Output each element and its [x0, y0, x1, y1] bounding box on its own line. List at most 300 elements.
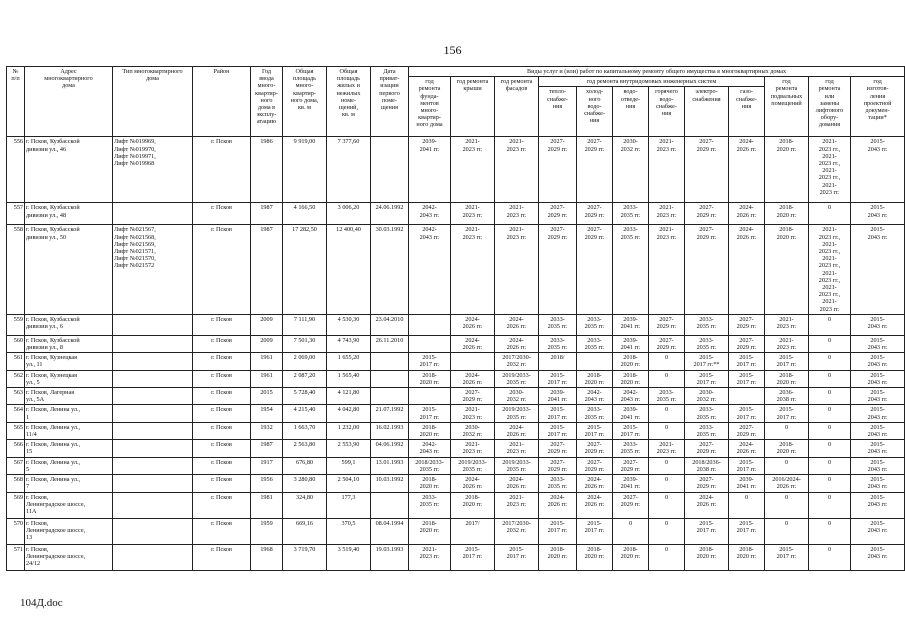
foundation-cell: 2021- 2023 гг.: [409, 544, 451, 570]
privatization-date-cell: 04.06.1992: [371, 440, 409, 457]
electricity-cell: 2027- 2029 гг.: [685, 203, 729, 225]
row-number: 561: [7, 353, 25, 370]
header-heat: тепло- снабже- ния: [539, 87, 577, 137]
drainage-cell: 2039- 2041 гг.: [613, 405, 649, 422]
cold-water-cell: 2027- 2029 гг.: [577, 457, 613, 474]
roof-cell: 2024- 2026 гг.: [451, 314, 495, 335]
living-area-cell: 12 400,40: [327, 225, 371, 314]
row-number: 562: [7, 370, 25, 387]
basement-cell: 2015- 2017 гг.: [765, 405, 809, 422]
total-area-cell: 1 663,70: [283, 422, 327, 439]
address-cell: г. Псков, Кузнецкая ул., 5: [25, 370, 113, 387]
header-roof: год ремонта крыши: [451, 77, 495, 137]
drainage-cell: 2030- 2032 гг.: [613, 137, 649, 203]
living-area-cell: 1 565,40: [327, 370, 371, 387]
heat-cell: 2015- 2017 гг.: [539, 370, 577, 387]
house-type-cell: [113, 203, 193, 225]
roof-cell: 2030- 2032 гг.: [451, 422, 495, 439]
basement-cell: 2016/2024- 2026 гг.: [765, 475, 809, 492]
basement-cell: 2021- 2023 гг.: [765, 335, 809, 352]
privatization-date-cell: 10.03.1992: [371, 475, 409, 492]
cold-water-cell: 2018- 2020 гг.: [577, 544, 613, 570]
docs-cell: 2015- 2043 гг.: [851, 335, 905, 352]
cold-water-cell: 2027- 2029 гг.: [577, 225, 613, 314]
address-cell: г. Псков, Кузнецкая ул., 11: [25, 353, 113, 370]
drainage-cell: 2018- 2020 гг.: [613, 544, 649, 570]
cold-water-cell: 2018- 2020 гг.: [577, 370, 613, 387]
roof-cell: 2024- 2026 гг.: [451, 335, 495, 352]
header-year: Год ввода много- квартир- ного дома в эксплу- атацию: [251, 67, 283, 137]
house-type-cell: [113, 518, 193, 544]
district-cell: г. Псков: [193, 314, 251, 335]
district-cell: г. Псков: [193, 353, 251, 370]
privatization-date-cell: 13.01.1993: [371, 457, 409, 474]
basement-cell: 2021- 2023 гг.: [765, 314, 809, 335]
facade-cell: 2017/2030- 2032 гг.: [495, 353, 539, 370]
year-cell: 1954: [251, 405, 283, 422]
basement-cell: 2018- 2020 гг.: [765, 440, 809, 457]
foundation-cell: 2042- 2043 гг.: [409, 225, 451, 314]
docs-cell: 2015- 2043 гг.: [851, 518, 905, 544]
address-cell: г. Псков, Кузбасской дивизии ул., 46: [25, 137, 113, 203]
year-cell: 1987: [251, 203, 283, 225]
roof-cell: 2021- 2023 гг.: [451, 405, 495, 422]
house-type-cell: [113, 544, 193, 570]
roof-cell: [451, 353, 495, 370]
house-type-cell: [113, 475, 193, 492]
lift-cell: 0: [809, 335, 851, 352]
house-type-cell: [113, 440, 193, 457]
row-number: 570: [7, 518, 25, 544]
electricity-cell: 2033- 2035 гг.: [685, 405, 729, 422]
privatization-date-cell: 24.06.1992: [371, 203, 409, 225]
hot-water-cell: 2021- 2023 гг.: [649, 440, 685, 457]
district-cell: г. Псков: [193, 492, 251, 518]
electricity-cell: 2030- 2032 гг.: [685, 388, 729, 405]
table-row: [7, 335, 905, 352]
hot-water-cell: 2027- 2029 гг.: [649, 314, 685, 335]
basement-cell: 2015- 2017 гг.: [765, 353, 809, 370]
gas-cell: 2027- 2029 гг.: [729, 422, 765, 439]
basement-cell: 0: [765, 457, 809, 474]
facade-cell: 2021- 2023 гг.: [495, 440, 539, 457]
living-area-cell: 1 232,00: [327, 422, 371, 439]
roof-cell: 2021- 2023 гг.: [451, 440, 495, 457]
district-cell: г. Псков: [193, 475, 251, 492]
heat-cell: 2027- 2029 гг.: [539, 440, 577, 457]
district-cell: г. Псков: [193, 405, 251, 422]
address-cell: г. Псков, Ленина ул., 5: [25, 457, 113, 474]
foundation-cell: 2015- 2017 гг.: [409, 353, 451, 370]
electricity-cell: 2027- 2029 гг.: [685, 440, 729, 457]
drainage-cell: 0: [613, 518, 649, 544]
roof-cell: 2017/: [451, 518, 495, 544]
living-area-cell: 7 377,60: [327, 137, 371, 203]
roof-cell: 2021- 2023 гг.: [451, 225, 495, 314]
roof-cell: 2027- 2029 гг.: [451, 388, 495, 405]
year-cell: 1986: [251, 137, 283, 203]
total-area-cell: 3 719,70: [283, 544, 327, 570]
address-cell: г. Псков, Ленинградское шоссе, 13: [25, 518, 113, 544]
table-row: [7, 457, 905, 474]
cold-water-cell: [577, 353, 613, 370]
table-row: [7, 405, 905, 422]
electricity-cell: 2015- 2017 гг.: [685, 518, 729, 544]
address-cell: г. Псков, Кузбасской дивизии ул., 8: [25, 335, 113, 352]
table-row: [7, 388, 905, 405]
heat-cell: 2015- 2017 гг.: [539, 422, 577, 439]
house-type-cell: Лифт №021567, Лифт №021568, Лифт №021569, Лифт №021571, Лифт №021570, Лифт №021572: [113, 225, 193, 314]
lift-cell: 0: [809, 353, 851, 370]
house-type-cell: [113, 405, 193, 422]
basement-cell: 2018- 2020 гг.: [765, 203, 809, 225]
hot-water-cell: 0: [649, 353, 685, 370]
house-type-cell: Лифт №019969, Лифт №019970, Лифт №019971, Лифт №019968: [113, 137, 193, 203]
living-area-cell: 4 530,30: [327, 314, 371, 335]
house-type-cell: [113, 492, 193, 518]
row-number: 569: [7, 492, 25, 518]
privatization-date-cell: 23.04.2010: [371, 314, 409, 335]
address-cell: г. Псков, Кузбасской дивизии ул., 48: [25, 203, 113, 225]
cold-water-cell: 2024- 2026 гг.: [577, 492, 613, 518]
facade-cell: 2030- 2032 гг.: [495, 388, 539, 405]
gas-cell: 2015- 2017 гг.: [729, 353, 765, 370]
year-cell: 2015: [251, 388, 283, 405]
table-row: [7, 440, 905, 457]
docs-cell: 2015- 2043 гг.: [851, 370, 905, 387]
total-area-cell: 2 069,00: [283, 353, 327, 370]
year-cell: 1932: [251, 422, 283, 439]
foundation-cell: 2033- 2035 гг.: [409, 492, 451, 518]
table-header: [7, 67, 905, 137]
header-living-area: Общая площадь жилых и нежилых номе- щений, кв. м: [327, 67, 371, 137]
roof-cell: 2024- 2026 гг.: [451, 475, 495, 492]
privatization-date-cell: 26.11.2010: [371, 335, 409, 352]
privatization-date-cell: [371, 370, 409, 387]
year-cell: 1961: [251, 370, 283, 387]
drainage-cell: 2039- 2041 гг.: [613, 475, 649, 492]
gas-cell: 2024- 2026 гг.: [729, 440, 765, 457]
heat-cell: 2027- 2029 гг.: [539, 137, 577, 203]
living-area-cell: 1 655,20: [327, 353, 371, 370]
address-cell: г. Псков, Ленина ул., 7: [25, 475, 113, 492]
cold-water-cell: 2027- 2029 гг.: [577, 440, 613, 457]
basement-cell: 2018- 2020 гг.: [765, 370, 809, 387]
facade-cell: 2024- 2026 гг.: [495, 335, 539, 352]
foundation-cell: [409, 314, 451, 335]
total-area-cell: 17 282,50: [283, 225, 327, 314]
privatization-date-cell: [371, 137, 409, 203]
cold-water-cell: 2015- 2017 гг.: [577, 422, 613, 439]
hot-water-cell: 0: [649, 518, 685, 544]
hot-water-cell: 2021- 2023 гг.: [649, 137, 685, 203]
electricity-cell: 2033- 2035 гг.: [685, 335, 729, 352]
drainage-cell: 2033- 2035 гг.: [613, 440, 649, 457]
facade-cell: 2021- 2023 гг.: [495, 492, 539, 518]
lift-cell: 0: [809, 492, 851, 518]
district-cell: г. Псков: [193, 440, 251, 457]
gas-cell: 2015- 2017 гг.: [729, 457, 765, 474]
facade-cell: 2017/2030- 2032 гг.: [495, 518, 539, 544]
living-area-cell: 2 504,10: [327, 475, 371, 492]
total-area-cell: 3 280,80: [283, 475, 327, 492]
year-cell: 2009: [251, 335, 283, 352]
hot-water-cell: 0: [649, 457, 685, 474]
address-cell: г. Псков, Кузбасской дивизии ул., 6: [25, 314, 113, 335]
heat-cell: 2018/: [539, 353, 577, 370]
docs-cell: 2015- 2043 гг.: [851, 314, 905, 335]
total-area-cell: 669,16: [283, 518, 327, 544]
total-area-cell: 7 501,30: [283, 335, 327, 352]
header-facade: год ремонта фасадов: [495, 77, 539, 137]
gas-cell: 2015- 2017 гг.: [729, 518, 765, 544]
year-cell: 1961: [251, 353, 283, 370]
basement-cell: 0: [765, 492, 809, 518]
year-cell: 1987: [251, 440, 283, 457]
year-cell: 1956: [251, 475, 283, 492]
total-area-cell: 2 087,20: [283, 370, 327, 387]
heat-cell: 2039- 2041 гг.: [539, 388, 577, 405]
foundation-cell: 2042- 2043 гг.: [409, 440, 451, 457]
living-area-cell: 4 042,80: [327, 405, 371, 422]
header-systems-group: год ремонта внутридомовых инженерных систем: [539, 77, 765, 87]
row-number: 567: [7, 457, 25, 474]
total-area-cell: 324,80: [283, 492, 327, 518]
header-gas: газо- снабже- ния: [729, 87, 765, 137]
house-type-cell: [113, 370, 193, 387]
table-body: [7, 137, 905, 570]
facade-cell: 2024- 2026 гг.: [495, 422, 539, 439]
lift-cell: 0: [809, 544, 851, 570]
docs-cell: 2015- 2043 гг.: [851, 544, 905, 570]
total-area-cell: 7 111,90: [283, 314, 327, 335]
roof-cell: 2018- 2020 гг.: [451, 492, 495, 518]
drainage-cell: 2015- 2017 гг.: [613, 422, 649, 439]
hot-water-cell: 0: [649, 475, 685, 492]
address-cell: г. Псков, Кузбасской дивизии ул., 50: [25, 225, 113, 314]
basement-cell: 0: [765, 518, 809, 544]
house-type-cell: [113, 314, 193, 335]
gas-cell: 2024- 2026 гг.: [729, 203, 765, 225]
row-number: 557: [7, 203, 25, 225]
header-foundation: год ремонта фунда- ментов много- квартир- ного дома: [409, 77, 451, 137]
docs-cell: 2015- 2043 гг.: [851, 353, 905, 370]
heat-cell: 2033- 2035 гг.: [539, 335, 577, 352]
row-number: 556: [7, 137, 25, 203]
header-hot-water: горячего водо- снабже- ния: [649, 87, 685, 137]
lift-cell: 0: [809, 422, 851, 439]
row-number: 568: [7, 475, 25, 492]
electricity-cell: 2015- 2017 гг.**: [685, 353, 729, 370]
table-row: [7, 422, 905, 439]
basement-cell: 2018- 2020 гг.: [765, 225, 809, 314]
header-services-group: Виды услуг и (или) работ по капитальному ремонту общего имущества в многоквартирных домах: [409, 67, 905, 77]
lift-cell: 0: [809, 457, 851, 474]
hot-water-cell: 2027- 2029 гг.: [649, 335, 685, 352]
header-total-area: Общая площадь много- квартир- ного дома, кв. м: [283, 67, 327, 137]
district-cell: г. Псков: [193, 225, 251, 314]
house-type-cell: [113, 457, 193, 474]
basement-cell: 2018- 2020 гг.: [765, 137, 809, 203]
facade-cell: 2019/2033- 2035 гг.: [495, 370, 539, 387]
lift-cell: 0: [809, 440, 851, 457]
lift-cell: 0: [809, 203, 851, 225]
roof-cell: 2024- 2026 гг.: [451, 370, 495, 387]
privatization-date-cell: [371, 492, 409, 518]
hot-water-cell: 2021- 2023 гг.: [649, 225, 685, 314]
gas-cell: 2018- 2020 гг.: [729, 544, 765, 570]
drainage-cell: 2033- 2035 гг.: [613, 225, 649, 314]
drainage-cell: 2027- 2029 гг.: [613, 492, 649, 518]
page-number: 156: [443, 43, 462, 57]
district-cell: г. Псков: [193, 203, 251, 225]
gas-cell: 2015- 2017 гг.: [729, 370, 765, 387]
gas-cell: 0: [729, 492, 765, 518]
total-area-cell: 4 215,40: [283, 405, 327, 422]
electricity-cell: 2018- 2020 гг.: [685, 544, 729, 570]
cold-water-cell: 2015- 2017 гг.: [577, 518, 613, 544]
docs-cell: 2015- 2043 гг.: [851, 422, 905, 439]
district-cell: г. Псков: [193, 370, 251, 387]
hot-water-cell: 0: [649, 405, 685, 422]
district-cell: г. Псков: [193, 388, 251, 405]
facade-cell: 2019/2033- 2035 гг.: [495, 405, 539, 422]
foundation-cell: 2042- 2043 гг.: [409, 203, 451, 225]
cold-water-cell: 2033- 2035 гг.: [577, 335, 613, 352]
lift-cell: 0: [809, 388, 851, 405]
facade-cell: 2021- 2023 гг.: [495, 137, 539, 203]
facade-cell: 2015- 2017 гг.: [495, 544, 539, 570]
row-number: 559: [7, 314, 25, 335]
electricity-cell: 2027- 2029 гг.: [685, 475, 729, 492]
drainage-cell: 2039- 2041 гг.: [613, 314, 649, 335]
heat-cell: 2027- 2029 гг.: [539, 203, 577, 225]
district-cell: г. Псков: [193, 544, 251, 570]
total-area-cell: 9 919,00: [283, 137, 327, 203]
drainage-cell: 2033- 2035 гг.: [613, 203, 649, 225]
basement-cell: 2015- 2017 гг.: [765, 544, 809, 570]
total-area-cell: 2 563,80: [283, 440, 327, 457]
foundation-cell: [409, 335, 451, 352]
lift-cell: 2021- 2023 гг., 2021- 2023 гг., 2021- 2023 гг., 2021- 2023 гг.: [809, 137, 851, 203]
basement-cell: 0: [765, 422, 809, 439]
heat-cell: 2027- 2029 гг.: [539, 457, 577, 474]
living-area-cell: 177,3: [327, 492, 371, 518]
header-drainage: водо- отведе- ния: [613, 87, 649, 137]
electricity-cell: 2027- 2029 гг.: [685, 137, 729, 203]
header-cold-water: холод- ного водо- снабже- ния: [577, 87, 613, 137]
docs-cell: 2015- 2043 гг.: [851, 440, 905, 457]
living-area-cell: 4 743,90: [327, 335, 371, 352]
docs-cell: 2015- 2043 гг.: [851, 492, 905, 518]
table-row: [7, 353, 905, 370]
address-cell: г. Псков, Ленина ул., 15: [25, 440, 113, 457]
facade-cell: 2021- 2023 гг.: [495, 225, 539, 314]
roof-cell: 2019/2033- 2035 гг.: [451, 457, 495, 474]
facade-cell: 2024- 2026 гг.: [495, 314, 539, 335]
house-type-cell: [113, 335, 193, 352]
gas-cell: 2027- 2029 гг.: [729, 335, 765, 352]
hot-water-cell: 0: [649, 422, 685, 439]
cold-water-cell: 2033- 2035 гг.: [577, 314, 613, 335]
district-cell: г. Псков: [193, 335, 251, 352]
district-cell: г. Псков: [193, 518, 251, 544]
header-basement: год ремонта подвальных помещений: [765, 77, 809, 137]
total-area-cell: 5 728,40: [283, 388, 327, 405]
roof-cell: 2021- 2023 гг.: [451, 203, 495, 225]
address-cell: г. Псков, Ленинградское шоссе, 11А: [25, 492, 113, 518]
header-electricity: электро- снабжения: [685, 87, 729, 137]
foundation-cell: 2018- 2020 гг.: [409, 422, 451, 439]
electricity-cell: 2015- 2017 гг.: [685, 370, 729, 387]
docs-cell: 2015- 2043 гг.: [851, 475, 905, 492]
gas-cell: 2039- 2041 гг.: [729, 475, 765, 492]
heat-cell: 2024- 2026 гг.: [539, 492, 577, 518]
row-number: 566: [7, 440, 25, 457]
year-cell: 1981: [251, 492, 283, 518]
cold-water-cell: 2042- 2043 гг.: [577, 388, 613, 405]
heat-cell: 2033- 2035 гг.: [539, 314, 577, 335]
district-cell: г. Псков: [193, 457, 251, 474]
header-privatization-date: Дата приват- изации первого поме- щения: [371, 67, 409, 137]
privatization-date-cell: 19.03.1993: [371, 544, 409, 570]
living-area-cell: 3 519,40: [327, 544, 371, 570]
roof-cell: 2015- 2017 гг.: [451, 544, 495, 570]
table-row: [7, 137, 905, 203]
lift-cell: 0: [809, 475, 851, 492]
row-number: 563: [7, 388, 25, 405]
privatization-date-cell: 16.02.1993: [371, 422, 409, 439]
roof-cell: 2021- 2023 гг.: [451, 137, 495, 203]
heat-cell: 2018- 2020 гг.: [539, 544, 577, 570]
docs-cell: 2015- 2043 гг.: [851, 203, 905, 225]
living-area-cell: 3 006,20: [327, 203, 371, 225]
heat-cell: 2015- 2017 гг.: [539, 405, 577, 422]
gas-cell: [729, 388, 765, 405]
hot-water-cell: 0: [649, 544, 685, 570]
facade-cell: 2024- 2026 гг.: [495, 475, 539, 492]
basement-cell: 2036- 2038 гг.: [765, 388, 809, 405]
district-cell: г. Псков: [193, 422, 251, 439]
foundation-cell: 2018- 2020 гг.: [409, 475, 451, 492]
drainage-cell: 2018- 2020 гг.: [613, 353, 649, 370]
foundation-cell: [409, 388, 451, 405]
row-number: 565: [7, 422, 25, 439]
table-row: [7, 370, 905, 387]
living-area-cell: 599,1: [327, 457, 371, 474]
facade-cell: 2021- 2023 гг.: [495, 203, 539, 225]
living-area-cell: 370,5: [327, 518, 371, 544]
privatization-date-cell: 21.07.1992: [371, 405, 409, 422]
year-cell: 1917: [251, 457, 283, 474]
header-address: Адрес многоквартирного дома: [25, 67, 113, 137]
drainage-cell: 2039- 2041 гг.: [613, 335, 649, 352]
total-area-cell: 4 166,50: [283, 203, 327, 225]
gas-cell: 2027- 2029 гг.: [729, 314, 765, 335]
living-area-cell: 4 121,80: [327, 388, 371, 405]
gas-cell: 2024- 2026 гг.: [729, 225, 765, 314]
capital-repair-table: [6, 66, 905, 571]
foundation-cell: 2015- 2017 гг.: [409, 405, 451, 422]
privatization-date-cell: 08.04.1994: [371, 518, 409, 544]
year-cell: 1968: [251, 544, 283, 570]
lift-cell: 0: [809, 370, 851, 387]
gas-cell: 2024- 2026 гг.: [729, 137, 765, 203]
docs-cell: 2015- 2043 гг.: [851, 405, 905, 422]
address-cell: г. Псков, Лагерная ул., 5А: [25, 388, 113, 405]
house-type-cell: [113, 353, 193, 370]
gas-cell: 2015- 2017 гг.: [729, 405, 765, 422]
